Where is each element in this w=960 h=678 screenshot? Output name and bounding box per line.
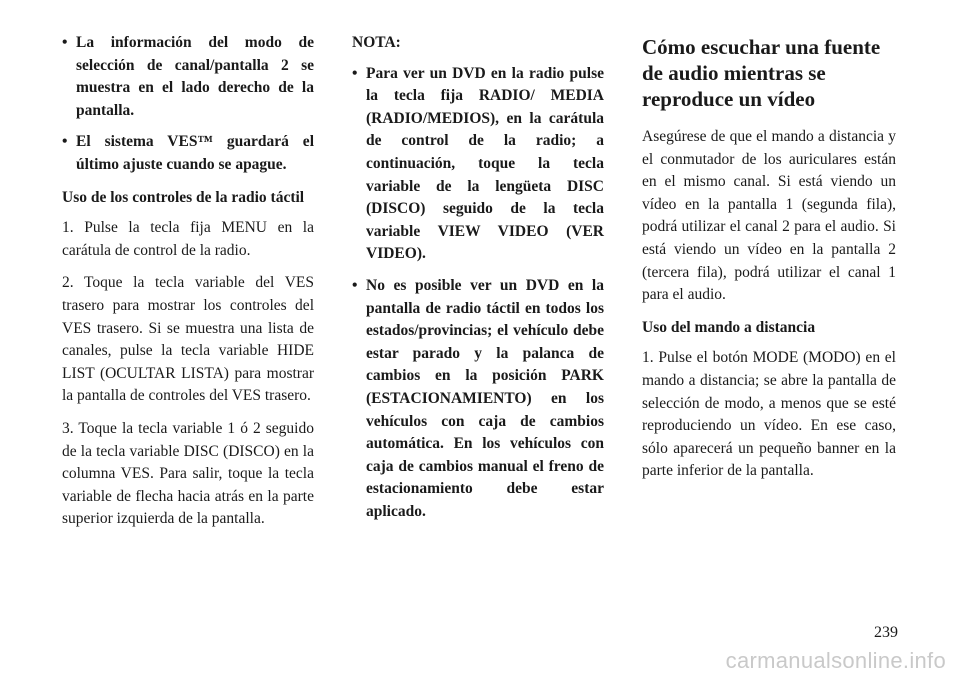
column-left (62, 32, 314, 541)
note-item (352, 63, 604, 266)
bullet-list (62, 32, 314, 177)
bullet-item (62, 131, 314, 176)
bullet-dot: • (62, 133, 68, 151)
remote-step-1: 1. Pulse el botón MODE (MODO) en el mando a distancia; se abre la pantalla de selección de modo, a menos que se esté reproduciendo un vídeo. En ese caso, sólo aparecerá un pequeño banner en la parte inferior de la pantalla. (642, 349, 896, 480)
note-bullet-list (352, 63, 604, 524)
note-item (352, 275, 604, 524)
bullet-text: El sistema VES™ guardará el último ajuste cuando se apague. (76, 133, 314, 173)
bullet-dot: • (352, 276, 358, 294)
watermark: carmanualsonline.info (725, 648, 946, 673)
note-text: Para ver un DVD en la radio pulse la tecla fija RADIO/ MEDIA (RADIO/MEDIOS), en la carátula de control de la radio; a continuación, toque la tecla variable de la lengüeta DISC (DISCO) seguido de la tecla variable VIEW VIDEO (VER VIDEO). (366, 64, 604, 263)
intro-paragraph: Asegúrese de que el mando a distancia y el conmutador de los auriculares están en el mismo canal. Si está viendo un vídeo en la pantalla 1 (segunda fila), podrá utilizar el canal 2 para el audio. Si está viendo un vídeo en la pantalla 2 (tercera fila), podrá utilizar el canal 1 para el audio. (642, 128, 896, 304)
section-title: Cómo escuchar una fuente de audio mientras se reproduce un vídeo (642, 35, 881, 111)
subheading-remote: Uso del mando a distancia (642, 318, 816, 336)
note-label: NOTA: (352, 34, 401, 51)
column-middle (352, 32, 604, 533)
page-number: 239 (874, 624, 898, 641)
step-3: 3. Toque la tecla variable 1 ó 2 seguido de la tecla variable DISC (DISCO) en la columna VES. Para salir, toque la tecla variable de flecha hacia atrás en la parte superior izquierda de la pantalla. (62, 419, 314, 528)
step-1: 1. Pulse la tecla fija MENU en la carátula de control de la radio. (62, 219, 314, 259)
bullet-text: La información del modo de selección de canal/pantalla 2 se muestra en el lado derecho de la pantalla. (76, 34, 314, 119)
bullet-item (62, 32, 314, 122)
subheading-touch-radio: Uso de los controles de la radio táctil (62, 188, 305, 206)
step-2: 2. Toque la tecla variable del VES trasero para mostrar los controles del VES trasero. Si se muestra una lista de canales, pulse la tecla variable HIDE LIST (OCULTAR LISTA) para mostrar la pantalla de controles del VES trasero. (62, 274, 314, 405)
bullet-dot: • (62, 34, 68, 51)
bullet-dot: • (352, 64, 358, 82)
note-text: No es posible ver un DVD en la pantalla de radio táctil en todos los estados/provincias; el vehículo debe estar parado y la palanca de cambios en la posición PARK (ESTACIONAMIENTO) en los vehículos con caja de cambios automática. En los vehículos con caja de cambios manual el freno de estacionamiento debe estar aplicado. (366, 276, 604, 520)
column-right (642, 32, 896, 493)
